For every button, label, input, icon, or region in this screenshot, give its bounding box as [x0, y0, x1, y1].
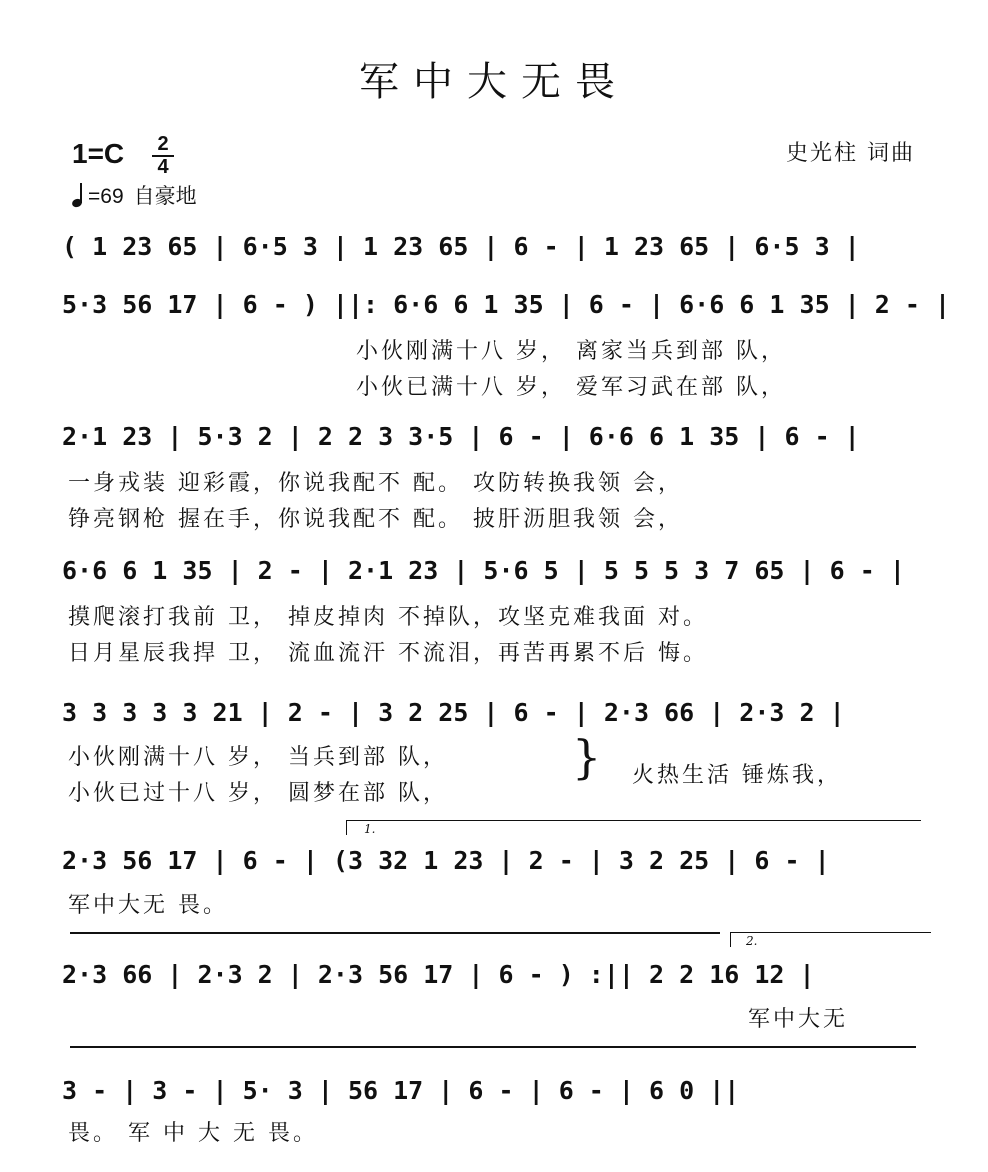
- lyric-line-5-verse-1: 小伙刚满十八 岁， 当兵到部 队，: [68, 745, 448, 770]
- music-line-1: ( 1 23 65 | 6·5 3 | 1 23 65 | 6 - | 1 23 65 | 6·5 3 |: [62, 232, 860, 261]
- time-signature: [152, 134, 174, 178]
- lyric-line-4-verse-2: 日月星辰我捍 卫， 流血流汗 不流泪，再苦再累不后 悔。: [68, 641, 708, 666]
- music-line-7: 2·3 66 | 2·3 2 | 2·3 56 17 | 6 - ) :|| 2 2 16 12 |: [62, 960, 815, 989]
- tempo-value: =69: [88, 185, 124, 208]
- key-signature: 1=C: [72, 138, 125, 169]
- lyric-line-2-verse-1: 小伙刚满十八 岁， 离家当兵到部 队，: [356, 339, 786, 364]
- second-ending-continuation: [70, 1046, 916, 1048]
- music-line-6: 2·3 56 17 | 6 - | (3 32 1 23 | 2 - | 3 2 25 | 6 - |: [62, 846, 830, 875]
- second-ending-label: 2.: [746, 934, 758, 948]
- time-signature-bottom: 4: [152, 155, 174, 178]
- tempo-mood: 自豪地: [133, 185, 197, 208]
- music-line-5: 3 3 3 3 3 21 | 2 - | 3 2 25 | 6 - | 2·3 66 | 2·3 2 |: [62, 698, 845, 727]
- first-ending-bracket: [346, 820, 921, 835]
- lyric-line-8: 畏。 军 中 大 无 畏。: [68, 1121, 318, 1146]
- music-line-2: 5·3 56 17 | 6 - ) ||: 6·6 6 1 35 | 6 - | 6·6 6 1 35 | 2 - |: [62, 290, 951, 319]
- first-ending-continuation: [70, 932, 720, 934]
- second-ending-bracket: [730, 932, 931, 947]
- music-line-8: 3 - | 3 - | 5· 3 | 56 17 | 6 - | 6 - | 6 0 ||: [62, 1076, 740, 1105]
- lyric-line-3-verse-1: 一身戎装 迎彩霞，你说我配不 配。 攻防转换我领 会，: [68, 471, 683, 496]
- lyric-line-4-verse-1: 摸爬滚打我前 卫， 掉皮掉肉 不掉队，攻坚克难我面 对。: [68, 605, 708, 630]
- verse-brace-icon: }: [572, 730, 602, 784]
- music-line-3: 2·1 23 | 5·3 2 | 2 2 3 3·5 | 6 - | 6·6 6 1 35 | 6 - |: [62, 422, 860, 451]
- lyric-line-6: 军中大无 畏。: [68, 893, 228, 918]
- first-ending-label: 1.: [364, 822, 376, 836]
- lyric-line-5-shared: 火热生活 锤炼我，: [632, 763, 842, 788]
- song-title: 军中大无畏: [359, 59, 629, 105]
- music-line-4: 6·6 6 1 35 | 2 - | 2·1 23 | 5·6 5 | 5 5 5 3 7 65 | 6 - |: [62, 556, 905, 585]
- lyric-line-3-verse-2: 铮亮钢枪 握在手，你说我配不 配。 披肝沥胆我领 会，: [68, 507, 683, 532]
- composer-credit: 史光柱 词曲: [786, 141, 915, 166]
- quarter-note-icon: [72, 183, 84, 207]
- lyric-line-2-verse-2: 小伙已满十八 岁， 爱军习武在部 队，: [356, 375, 786, 400]
- lyric-line-7: 军中大无: [748, 1007, 849, 1032]
- tempo-marking: [72, 180, 197, 210]
- lyric-line-5-verse-2: 小伙已过十八 岁， 圆梦在部 队，: [68, 781, 448, 806]
- time-signature-top: 2: [157, 133, 169, 155]
